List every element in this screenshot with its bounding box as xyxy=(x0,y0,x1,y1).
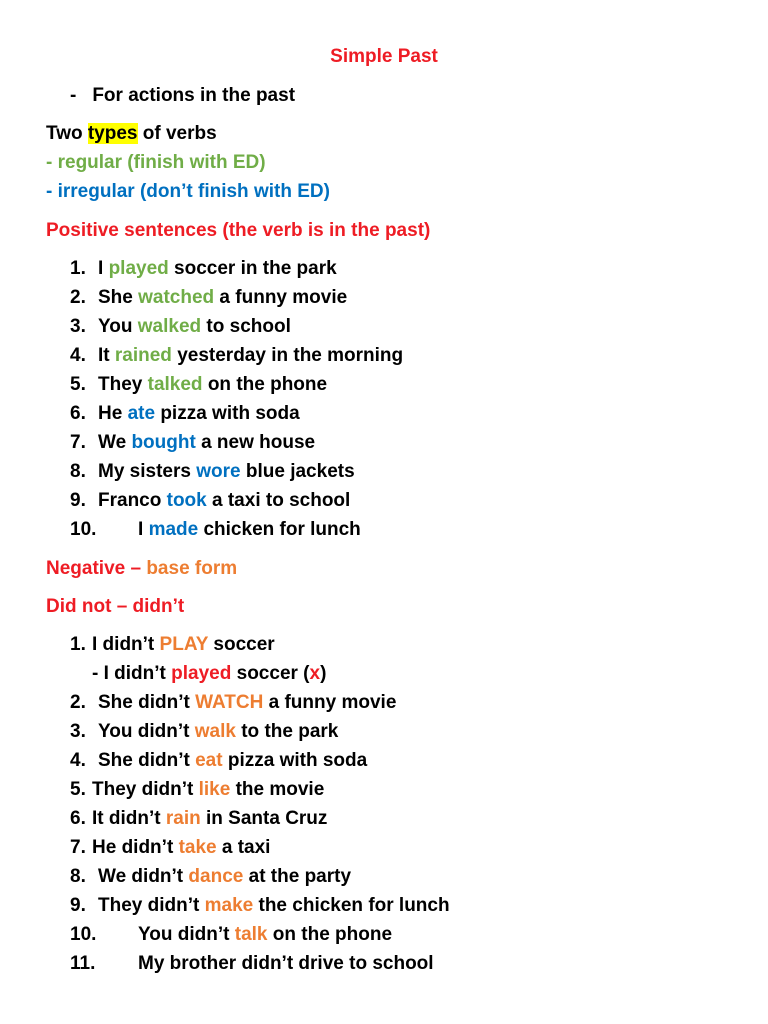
negative-heading xyxy=(46,557,237,581)
item-post: yesterday in the morning xyxy=(171,345,404,366)
list-item xyxy=(70,952,434,976)
list-item xyxy=(70,489,350,513)
item-pre: It xyxy=(98,345,115,366)
page-title: Simple Past xyxy=(330,46,438,67)
item-post: on the phone xyxy=(267,924,393,945)
bullet-text: For actions in the past xyxy=(92,85,296,106)
regular-line: - regular (finish with ED) xyxy=(46,152,266,173)
item-pre: I didn’t xyxy=(92,634,160,655)
item-post: pizza with soda xyxy=(155,403,300,424)
item-pre: She didn’t xyxy=(98,750,196,771)
item-verb: took xyxy=(166,490,207,511)
list-item xyxy=(70,923,392,947)
item-post: the chicken for lunch xyxy=(253,895,450,916)
list-item xyxy=(70,894,450,918)
item-verb: WATCH xyxy=(195,692,264,713)
wrong-example xyxy=(92,662,326,686)
positive-heading: Positive sentences (the verb is in the past) xyxy=(46,220,431,241)
item-pre: My brother didn’t drive to school xyxy=(138,953,434,974)
item-verb: make xyxy=(204,895,254,916)
item-number: 3. xyxy=(70,721,86,742)
item-pre: I xyxy=(138,519,149,540)
wrong-post: ) xyxy=(320,663,327,684)
item-number: 6. xyxy=(70,403,86,424)
list-item xyxy=(70,691,396,715)
item-post: a taxi xyxy=(216,837,271,858)
item-number: 4. xyxy=(70,345,86,366)
irregular-line: - irregular (don’t finish with ED) xyxy=(46,181,330,202)
item-post: blue jackets xyxy=(240,461,355,482)
item-pre: They didn’t xyxy=(92,779,199,800)
item-number: 5. xyxy=(70,374,86,395)
item-number: 8. xyxy=(70,866,86,887)
list-item xyxy=(70,865,351,889)
item-pre: Franco xyxy=(98,490,167,511)
list-item xyxy=(70,315,291,339)
item-pre: We didn’t xyxy=(98,866,189,887)
item-number: 8. xyxy=(70,461,86,482)
item-pre: She xyxy=(98,287,139,308)
item-verb: PLAY xyxy=(159,634,209,655)
item-verb: walk xyxy=(194,721,236,742)
item-number: 6. xyxy=(70,808,86,829)
item-post: the movie xyxy=(230,779,325,800)
item-number: 5. xyxy=(70,779,86,800)
item-pre: It didn’t xyxy=(92,808,166,829)
item-post: to school xyxy=(201,316,291,337)
item-verb: take xyxy=(178,837,217,858)
item-post: a funny movie xyxy=(263,692,397,713)
item-post: a taxi to school xyxy=(206,490,351,511)
item-post: at the party xyxy=(243,866,352,887)
item-verb: played xyxy=(108,258,169,279)
types-highlight: types xyxy=(87,123,138,144)
item-pre: You xyxy=(98,316,138,337)
item-pre: I xyxy=(98,258,109,279)
item-pre: She didn’t xyxy=(98,692,196,713)
item-pre: We xyxy=(98,432,132,453)
item-number: 9. xyxy=(70,490,86,511)
item-pre: My sisters xyxy=(98,461,197,482)
list-item xyxy=(70,431,315,455)
types-post: of verbs xyxy=(137,123,217,144)
item-number: 2. xyxy=(70,287,86,308)
wrong-mark: x xyxy=(309,663,321,684)
item-verb: wore xyxy=(196,461,241,482)
list-item xyxy=(70,402,300,426)
types-pre: Two xyxy=(46,123,88,144)
list-item xyxy=(70,633,275,657)
item-number: 1. xyxy=(70,258,86,279)
item-number: 10. xyxy=(70,924,97,945)
item-post: to the park xyxy=(235,721,339,742)
item-pre: They didn’t xyxy=(98,895,205,916)
item-post: chicken for lunch xyxy=(198,519,361,540)
item-verb: bought xyxy=(131,432,196,453)
item-post: a funny movie xyxy=(214,287,348,308)
item-pre: He didn’t xyxy=(92,837,179,858)
item-verb: like xyxy=(198,779,231,800)
item-post: a new house xyxy=(195,432,316,453)
list-item xyxy=(70,720,338,744)
negative-heading-base: base form xyxy=(146,558,238,579)
item-post: on the phone xyxy=(202,374,328,395)
item-number: 4. xyxy=(70,750,86,771)
intro-bullet xyxy=(70,84,295,108)
list-item xyxy=(70,749,367,773)
list-item xyxy=(70,257,337,281)
item-pre: They xyxy=(98,374,148,395)
did-not-heading: Did not – didn’t xyxy=(46,596,185,617)
item-number: 1. xyxy=(70,634,86,655)
list-item xyxy=(70,286,347,310)
types-heading xyxy=(46,122,217,146)
item-pre: You didn’t xyxy=(138,924,235,945)
list-item xyxy=(70,836,270,860)
item-number: 2. xyxy=(70,692,86,713)
item-pre: You didn’t xyxy=(98,721,195,742)
list-item xyxy=(70,460,355,484)
item-post: soccer in the park xyxy=(168,258,337,279)
list-item xyxy=(70,778,324,802)
item-number: 11. xyxy=(70,953,96,974)
wrong-verb: played xyxy=(171,663,232,684)
item-verb: rain xyxy=(165,808,201,829)
list-item xyxy=(70,807,327,831)
item-number: 9. xyxy=(70,895,86,916)
item-verb: eat xyxy=(195,750,223,771)
item-number: 7. xyxy=(70,432,86,453)
item-number: 7. xyxy=(70,837,86,858)
list-item xyxy=(70,344,403,368)
item-verb: watched xyxy=(138,287,215,308)
item-verb: dance xyxy=(188,866,244,887)
item-number: 3. xyxy=(70,316,86,337)
item-verb: walked xyxy=(137,316,202,337)
item-post: soccer xyxy=(208,634,275,655)
item-verb: ate xyxy=(127,403,156,424)
list-item xyxy=(70,518,361,542)
bullet-dash: - xyxy=(70,85,77,106)
item-verb: talked xyxy=(147,374,203,395)
item-post: in Santa Cruz xyxy=(200,808,328,829)
wrong-pre: - I didn’t xyxy=(92,663,172,684)
item-pre: He xyxy=(98,403,128,424)
item-number: 10. xyxy=(70,519,97,540)
item-post: pizza with soda xyxy=(222,750,368,771)
item-verb: rained xyxy=(114,345,172,366)
item-verb: talk xyxy=(234,924,268,945)
negative-heading-pre: Negative – xyxy=(46,558,147,579)
item-verb: made xyxy=(148,519,199,540)
wrong-mid: soccer ( xyxy=(231,663,310,684)
list-item xyxy=(70,373,327,397)
